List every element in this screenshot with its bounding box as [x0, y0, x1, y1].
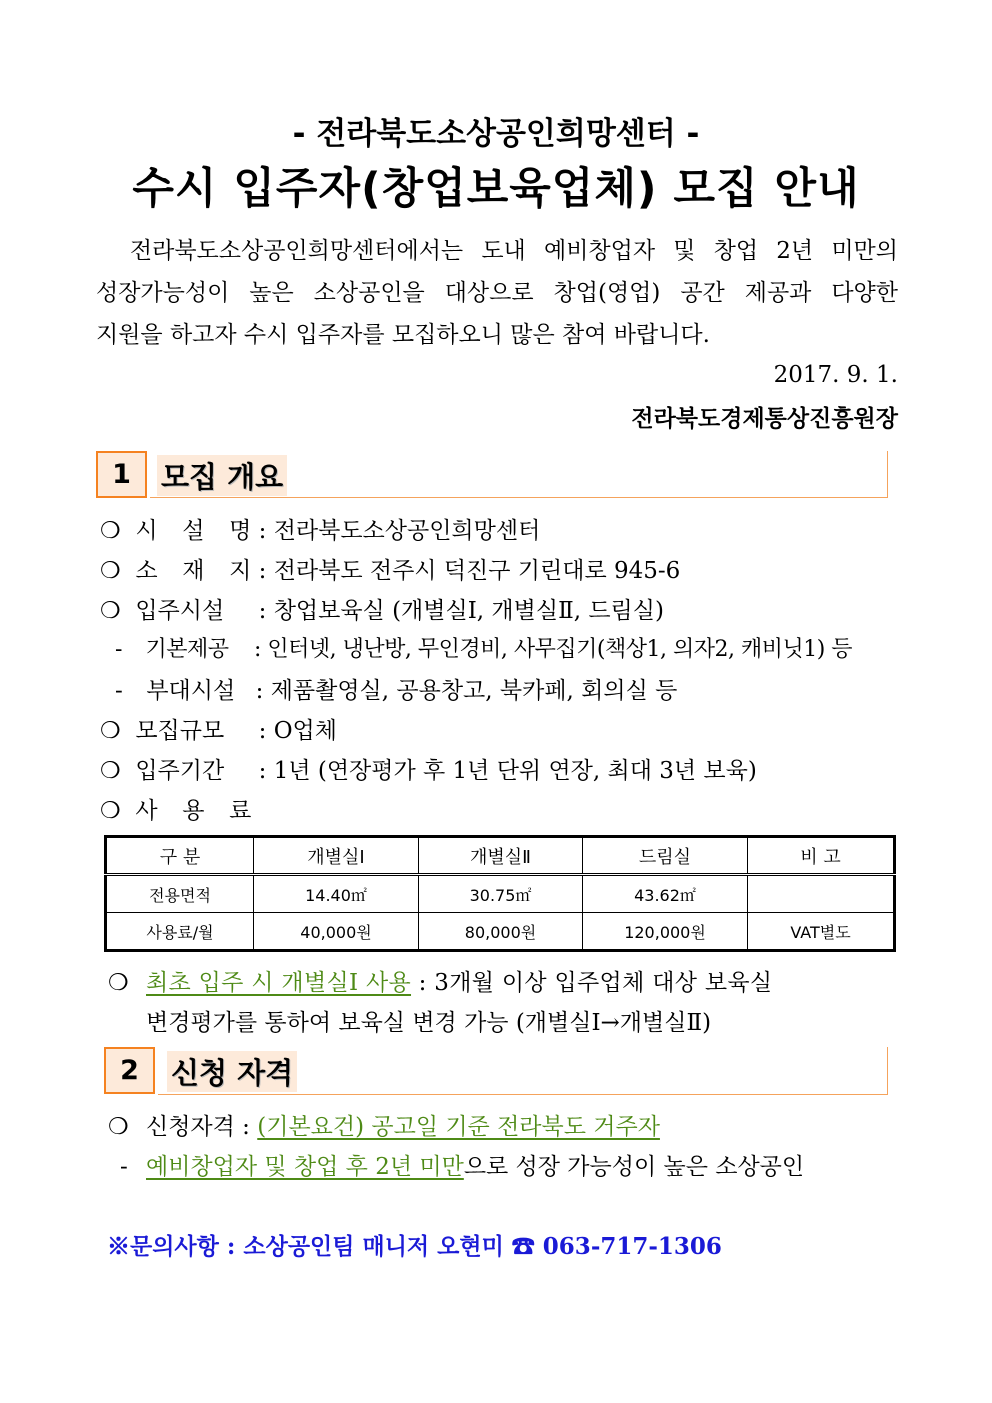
bullet-circle-icon: ❍	[100, 518, 121, 544]
table-cell: 43.62㎡	[583, 875, 748, 913]
section-2-number: 2	[104, 1047, 155, 1094]
fee-header-room2: 개별실Ⅱ	[419, 837, 583, 875]
bullet-circle-icon: ❍	[100, 798, 121, 824]
section-1-underline	[150, 497, 888, 498]
room-change-note	[108, 964, 898, 997]
dash-bullet: -	[115, 637, 122, 662]
fee-label: 사 용 료	[135, 798, 252, 824]
notice-date: 2017. 9. 1.	[773, 362, 898, 388]
label-separator: :	[258, 598, 274, 624]
section-2-underline	[158, 1094, 888, 1095]
bullet-circle-icon: ❍	[108, 1114, 129, 1140]
eligibility-highlight: (기본요건) 공고일 기준 전라북도 거주자	[257, 1114, 660, 1140]
section-2-title: 신청 자격	[167, 1051, 297, 1092]
label-separator: :	[258, 558, 274, 584]
first-move-in-highlight: 최초 입주 시 개별실Ⅰ 사용	[146, 970, 412, 996]
table-cell: 14.40㎡	[254, 875, 419, 913]
fee-table	[104, 835, 896, 952]
info-row-location	[100, 552, 680, 585]
label-separator: :	[254, 637, 268, 662]
dash-bullet: -	[115, 678, 123, 704]
bullet-circle-icon: ❍	[108, 970, 129, 996]
period-value: 1년 (연장평가 후 1년 단위 연장, 최대 3년 보육)	[273, 758, 757, 784]
eligibility-detail-rest: 으로 성장 가능성이 높은 소상공인	[463, 1154, 805, 1180]
period-label: 입주기간	[135, 758, 225, 784]
table-cell: 전용면적	[106, 875, 254, 913]
basic-label: 기본제공	[145, 637, 229, 662]
section-1-number: 1	[96, 451, 147, 498]
capacity-value: O업체	[273, 718, 337, 744]
info-row-amenities	[115, 672, 677, 705]
amenities-label: 부대시설	[146, 678, 236, 704]
amenities-value: 제품촬영실, 공용창고, 북카페, 회의실 등	[270, 678, 678, 704]
page-title: 수시 입주자(창업보육업체) 모집 안내	[132, 164, 860, 214]
fee-header-room1: 개별실Ⅰ	[254, 837, 419, 875]
label-separator: :	[255, 678, 271, 704]
basic-value: 인터넷, 냉난방, 무인경비, 사무집기(책상1, 의자2, 캐비닛1) 등	[267, 637, 853, 662]
eligibility-label: 신청자격 :	[146, 1114, 258, 1140]
section-2-right-rule	[887, 1047, 888, 1095]
intro-line-3: 지원을 하고자 수시 입주자를 모집하오니 많은 참여 바랍니다.	[96, 322, 710, 348]
note-rest: : 3개월 이상 입주업체 대상 보육실	[411, 970, 773, 996]
fee-header-category: 구 분	[106, 837, 254, 875]
bullet-circle-icon: ❍	[100, 598, 121, 624]
intro-line-1: 전라북도소상공인희망센터에서는 도내 예비창업자 및 창업 2년 미만의	[96, 238, 898, 264]
info-row-rooms	[100, 592, 664, 625]
table-cell: 80,000원	[419, 913, 583, 951]
issuing-organization: 전라북도경제통상진흥원장	[631, 406, 898, 432]
fee-table-header-row	[106, 837, 895, 875]
table-cell: VAT별도	[748, 913, 895, 951]
location-label: 소 재 지	[135, 558, 252, 584]
info-row-fee	[100, 792, 251, 825]
info-row-period	[100, 752, 757, 785]
eligibility-row	[108, 1108, 660, 1141]
capacity-label: 모집규모	[135, 718, 225, 744]
rooms-value: 창업보육실 (개별실Ⅰ, 개별실Ⅱ, 드림실)	[273, 598, 664, 624]
dash-bullet: -	[120, 1154, 128, 1180]
bullet-circle-icon: ❍	[100, 558, 121, 584]
page-subtitle: - 전라북도소상공인희망센터 -	[292, 116, 700, 152]
table-row	[106, 913, 895, 951]
info-row-capacity	[100, 712, 337, 745]
intro-line-2: 성장가능성이 높은 소상공인을 대상으로 창업(영업) 공간 제공과 다양한	[96, 280, 898, 306]
label-separator: :	[258, 518, 274, 544]
section-1-title: 모집 개요	[157, 455, 287, 496]
room-change-note-line2: 변경평가를 통하여 보육실 변경 가능 (개별실Ⅰ→개별실Ⅱ)	[146, 1010, 712, 1036]
fee-header-dream: 드림실	[583, 837, 748, 875]
table-cell	[748, 875, 895, 913]
eligibility-detail-row	[120, 1148, 804, 1181]
table-cell: 120,000원	[583, 913, 748, 951]
label-separator: :	[258, 718, 274, 744]
info-row-facility	[100, 512, 540, 545]
bullet-circle-icon: ❍	[100, 758, 121, 784]
location-value: 전라북도 전주시 덕진구 기린대로 945-6	[273, 558, 681, 584]
bullet-circle-icon: ❍	[100, 718, 121, 744]
facility-label: 시 설 명	[135, 518, 252, 544]
label-separator: :	[258, 758, 274, 784]
facility-value: 전라북도소상공인희망센터	[273, 518, 541, 544]
info-row-basic	[115, 632, 852, 663]
contact-info: ※문의사항 : 소상공인팀 매니저 오현미 ☎ 063-717-1306	[107, 1233, 722, 1260]
eligibility-detail-highlight: 예비창업자 및 창업 후 2년 미만	[146, 1154, 464, 1180]
rooms-label: 입주시설	[135, 598, 225, 624]
fee-header-note: 비 고	[748, 837, 895, 875]
section-1-right-rule	[887, 451, 888, 498]
table-cell: 40,000원	[254, 913, 419, 951]
table-cell: 30.75㎡	[419, 875, 583, 913]
table-row	[106, 875, 895, 913]
table-cell: 사용료/월	[106, 913, 254, 951]
